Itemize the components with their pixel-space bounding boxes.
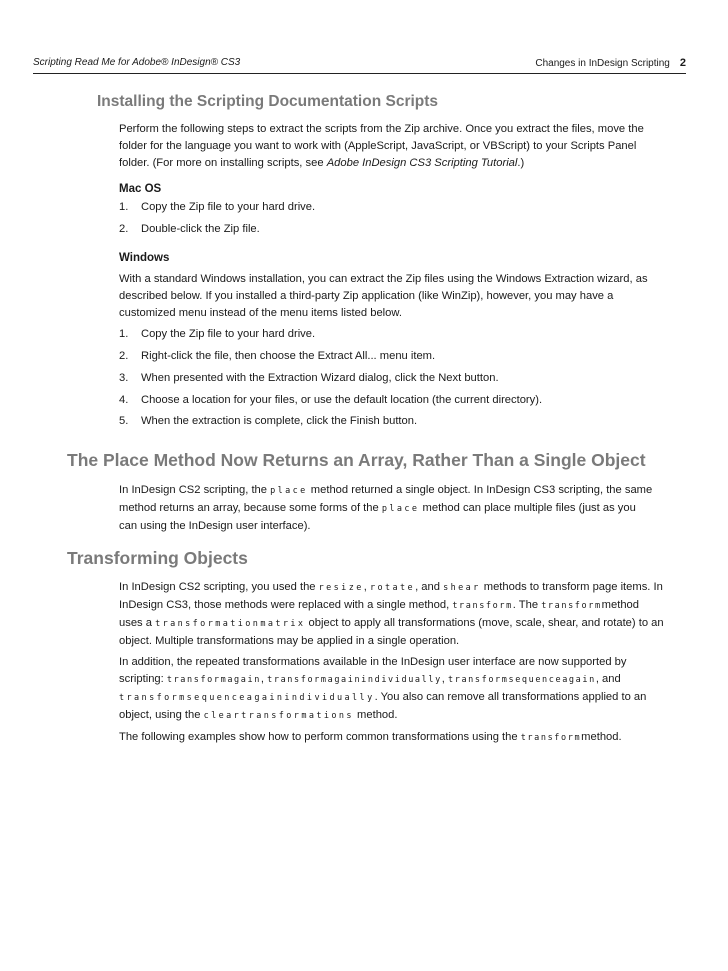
code-cleartransformations: cleartransformations [203,711,354,721]
tutorial-title: Adobe InDesign CS3 Scripting Tutorial [326,157,518,169]
code-transformationmatrix: transformationmatrix [155,619,306,629]
header-section-title: Changes in InDesign Scripting [535,58,670,69]
windows-step: 1. Copy the Zip file to your hard drive. [119,328,316,340]
windows-heading: Windows [119,252,170,264]
transform-paragraph-2: In addition, the repeated transformations available in the InDesign user interface are now supported by scripting: transformagain, transformagainindividually, transformsequenceagain, and transformsequenceagainindividually. You also can remove all transformations applied to an object, using the cleartransformations method. [119,656,647,721]
code-transformsequenceagain: transformsequenceagain [448,675,596,685]
mac-os-heading: Mac OS [119,183,162,195]
code-transformagain: transformagain [166,675,261,685]
header-section [535,56,686,71]
installing-intro-line-3: folder. (For more on installing scripts, see Adobe InDesign CS3 Scripting Tutorial.) [119,157,525,169]
code-resize: resize [318,583,364,593]
page-header [33,56,686,70]
windows-intro: With a standard Windows installation, you can extract the Zip files using the Windows Extraction wizard, as described below. If you installed a third-party Zip application (like WinZip), however, you may have a customized menu instead of the menu items listed below. [119,273,648,319]
installing-heading: Installing the Scripting Documentation Scripts [97,93,439,110]
header-rule [33,73,686,74]
code-transform: transform [520,733,582,743]
windows-step: 4. Choose a location for your files, or use the default location (the current directory). [119,394,543,406]
header-doc-title: Scripting Read Me for Adobe® InDesign® CS3 [33,57,241,68]
code-place: place [270,486,308,496]
windows-step: 2. Right-click the file, then choose the Extract All... menu item. [119,350,436,362]
code-transformsequenceagainindividually: transformsequenceagainindividually [119,693,375,703]
page-number: 2 [679,57,686,69]
windows-step: 3. When presented with the Extraction Wizard dialog, click the Next button. [119,372,499,384]
installing-intro-line-2: folder for the language you want to work with (AppleScript, JavaScript, or VBScript) to your Scripts Panel [119,140,637,152]
installing-intro [119,121,686,172]
code-rotate: rotate [369,583,416,593]
windows-step: 5. When the extraction is complete, click the Finish button. [119,415,418,427]
mac-step: 2. Double-click the Zip file. [119,223,260,235]
installing-intro-line-1: Perform the following steps to extract the scripts from the Zip archive. Once you extract the files, move the [119,123,644,135]
transform-paragraph-3: The following examples show how to perform common transformations using the transformmethod. [119,731,622,743]
transform-paragraph-1: In InDesign CS2 scripting, you used the resize, rotate, and shear methods to transform page items. In InDesign CS3, those methods were replaced with a single method, transform. The transformmethod uses a transformationmatrix object to apply all transformations (move, scale, shear, and rotate) to an object. Multiple transformations may be applied in a single operation. [119,581,664,647]
code-shear: shear [443,583,481,593]
transforming-heading: Transforming Objects [67,548,248,568]
code-transform: transform [541,601,602,611]
code-transformagainindividually: transformagainindividually [267,675,442,685]
code-transform: transform [452,601,513,611]
place-paragraph: In InDesign CS2 scripting, the place method returned a single object. In InDesign CS3 scripting, the same method returns an array, because some forms of the place method can place multiple files (just as you can using the InDesign user interface). [119,484,653,532]
mac-step: 1. Copy the Zip file to your hard drive. [119,201,316,213]
code-place: place [381,504,420,514]
place-method-heading: The Place Method Now Returns an Array, Rather Than a Single Object [67,450,646,470]
